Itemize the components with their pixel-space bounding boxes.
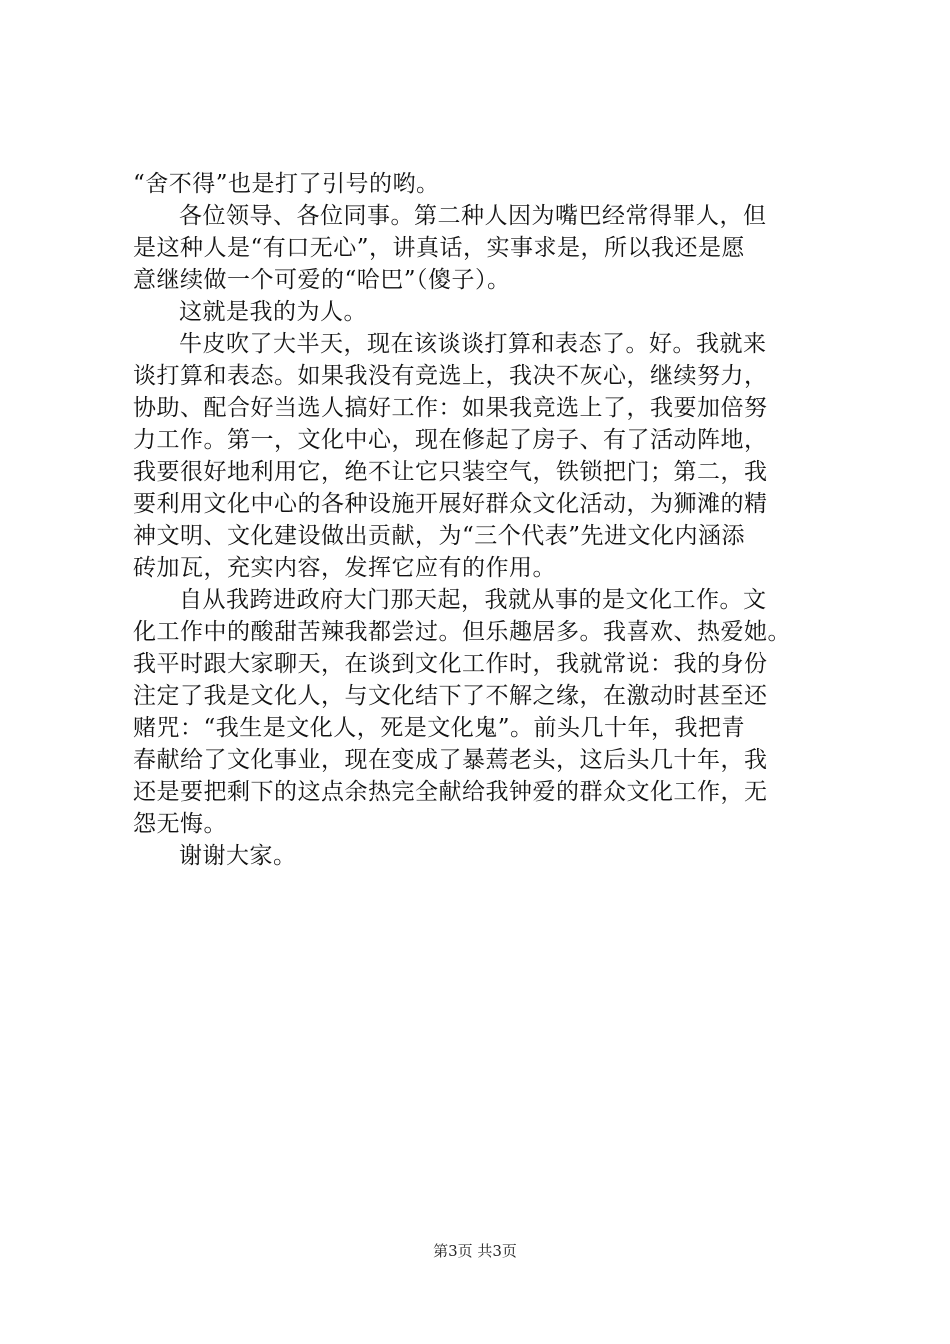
paragraph-start-line: 谢谢大家。	[179, 843, 297, 869]
paragraph-start-line: 自从我跨进政府大门那天起，我就从事的是文化工作。文	[179, 587, 767, 613]
text-line: 还是要把剩下的这点余热完全献给我钟爱的群众文化工作，无	[133, 779, 768, 805]
text-line: 怨无悔。	[133, 811, 227, 837]
text-line: 要利用文化中心的各种设施开展好群众文化活动，为狮滩的精	[133, 491, 768, 517]
text-line: 意继续做一个可爱的“哈巴”（傻子）。	[133, 267, 511, 293]
text-line: 是这种人是“有口无心”，讲真话，实事求是，所以我还是愿	[133, 235, 746, 261]
text-line: 赌咒：“我生是文化人，死是文化鬼”。前头几十年，我把青	[133, 715, 746, 741]
document-body	[133, 168, 833, 872]
text-line: 化工作中的酸甜苦辣我都尝过。但乐趣居多。我喜欢、热爱她。	[133, 619, 791, 645]
paragraph-start-line: 这就是我的为人。	[179, 299, 367, 325]
paragraph-start-line: 牛皮吹了大半天，现在该谈谈打算和表态了。好。我就来	[179, 331, 767, 357]
text-line: 我平时跟大家聊天，在谈到文化工作时，我就常说：我的身份	[133, 651, 768, 677]
text-line: 春献给了文化事业，现在变成了暴蔫老头，这后头几十年，我	[133, 747, 768, 773]
page-number-footer: 第3页 共3页	[433, 1242, 517, 1260]
text-line: 注定了我是文化人，与文化结下了不解之缘，在激动时甚至还	[133, 683, 768, 709]
paragraph-start-line: 各位领导、各位同事。第二种人因为嘴巴经常得罪人，但	[179, 203, 767, 229]
text-line: 力工作。第一，文化中心，现在修起了房子、有了活动阵地，	[133, 427, 768, 453]
text-line: 协助、配合好当选人搞好工作：如果我竞选上了，我要加倍努	[133, 395, 768, 421]
text-line: 我要很好地利用它，绝不让它只装空气，铁锁把门；第二，我	[133, 459, 768, 485]
text-line: 砖加瓦，充实内容，发挥它应有的作用。	[133, 555, 556, 581]
text-line: 神文明、文化建设做出贡献，为“三个代表”先进文化内涵添	[133, 523, 746, 549]
text-line: 谈打算和表态。如果我没有竞选上，我决不灰心，继续努力，	[133, 363, 768, 389]
text-line: “舍不得”也是打了引号的哟。	[133, 171, 440, 197]
